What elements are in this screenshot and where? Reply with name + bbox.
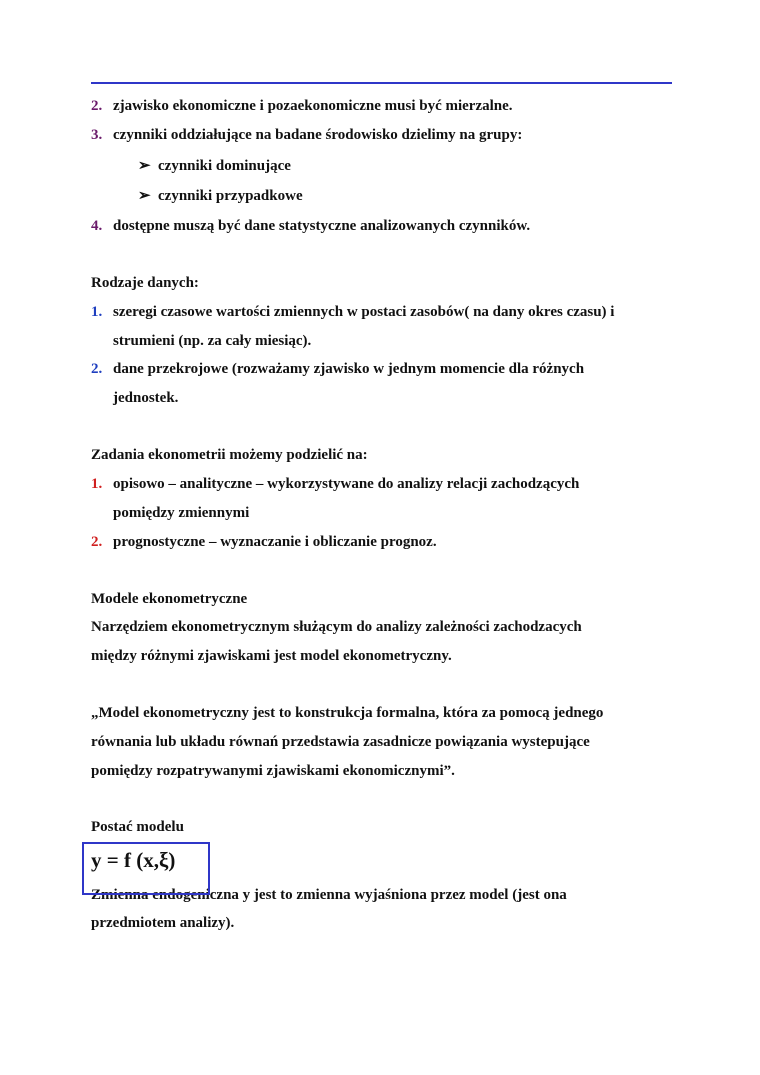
- quote-line: pomiędzy rozpatrywanymi zjawiskami ekonomicznymi”.: [91, 763, 455, 779]
- bullet-item: [138, 156, 291, 176]
- list-item: [91, 96, 513, 116]
- paragraph-line: przedmiotem analizy).: [91, 915, 235, 931]
- quote-line: równania lub układu równań przedstawia zasadnicze powiązania wystepujące: [91, 734, 590, 750]
- section-heading: Modele ekonometryczne: [91, 591, 248, 607]
- list-item: [91, 125, 522, 145]
- list-item: [91, 359, 584, 379]
- bullet-text: czynniki dominujące: [158, 158, 291, 174]
- list-text: czynniki oddziałujące na badane środowisko dzielimy na grupy:: [113, 127, 523, 143]
- list-text-continuation: pomiędzy zmiennymi: [113, 505, 250, 521]
- header-rule: [91, 82, 672, 84]
- model-formula: y = f (x,ξ): [91, 848, 176, 872]
- list-text: dane przekrojowe (rozważamy zjawisko w jednym momencie dla różnych: [113, 361, 585, 377]
- selection-box: [82, 842, 210, 895]
- arrow-bullet-icon: ➢: [138, 188, 151, 204]
- list-item: [91, 532, 437, 552]
- list-text: dostępne muszą być dane statystyczne analizowanych czynników.: [113, 218, 531, 234]
- list-text-continuation: strumieni (np. za cały miesiąc).: [113, 333, 312, 349]
- list-number: 3.: [91, 127, 103, 143]
- list-item: [91, 302, 614, 322]
- paragraph-line: Zmienna endogeniczna y jest to zmienna wyjaśniona przez model (jest ona: [91, 887, 567, 903]
- section-heading: Postać modelu: [91, 819, 184, 835]
- list-number: 2.: [91, 98, 103, 114]
- list-text: prognostyczne – wyznaczanie i obliczanie prognoz.: [113, 534, 437, 550]
- list-number: 2.: [91, 534, 103, 550]
- list-item: [91, 216, 530, 236]
- paragraph-line: Narzędziem ekonometrycznym służącym do analizy zależności zachodzacych: [91, 619, 582, 635]
- list-item: [91, 474, 579, 494]
- list-number: 1.: [91, 476, 103, 492]
- list-text: szeregi czasowe wartości zmiennych w postaci zasobów( na dany okres czasu) i: [113, 304, 615, 320]
- list-number: 4.: [91, 218, 103, 234]
- bullet-text: czynniki przypadkowe: [158, 188, 303, 204]
- arrow-bullet-icon: ➢: [138, 158, 151, 174]
- list-text-continuation: jednostek.: [113, 390, 179, 406]
- paragraph-line: między różnymi zjawiskami jest model ekonometryczny.: [91, 648, 452, 664]
- list-text: opisowo – analityczne – wykorzystywane do analizy relacji zachodzących: [113, 476, 580, 492]
- bullet-item: [138, 186, 303, 206]
- list-text: zjawisko ekonomiczne i pozaekonomiczne musi być mierzalne.: [113, 98, 513, 114]
- list-number: 2.: [91, 361, 103, 377]
- quote-line: „Model ekonometryczny jest to konstrukcja formalna, która za pomocą jednego: [91, 705, 604, 721]
- list-number: 1.: [91, 304, 103, 320]
- section-heading: Zadania ekonometrii możemy podzielić na:: [91, 447, 368, 463]
- section-heading: Rodzaje danych:: [91, 275, 199, 291]
